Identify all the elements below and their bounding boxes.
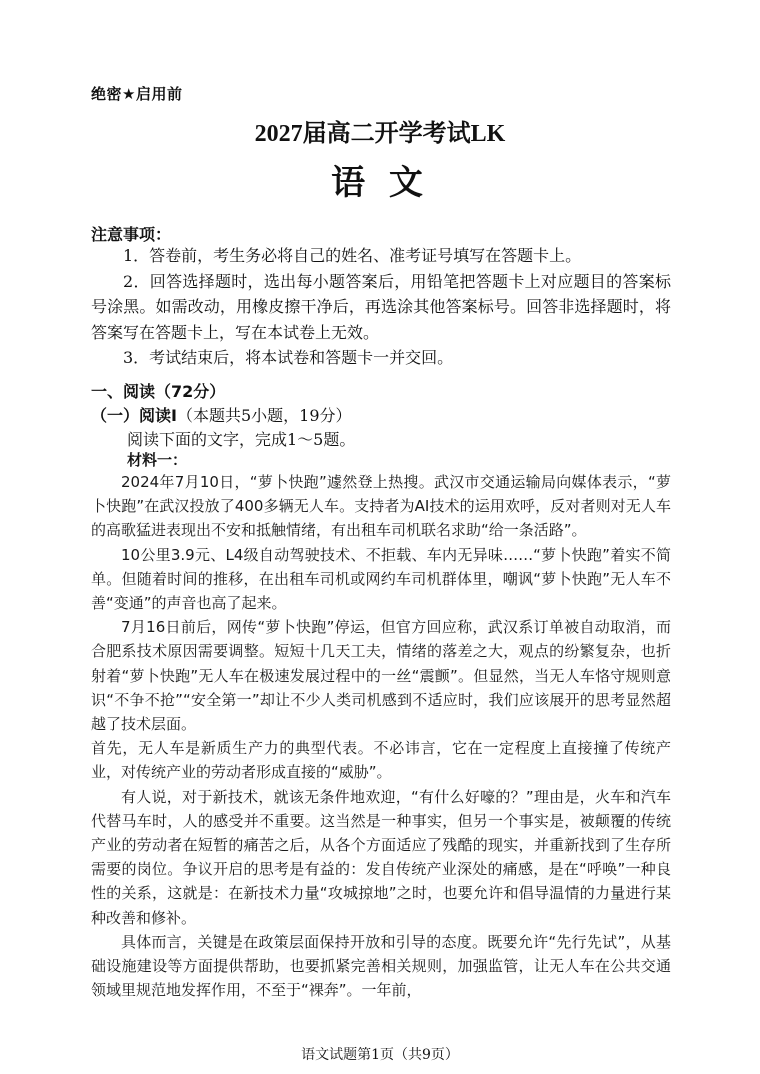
page-footer: 语文试题第1页（共9页） — [301, 1047, 459, 1063]
notice-list — [91, 243, 671, 371]
notice-item: 1．答卷前，考生务必将自己的姓名、准考证号填写在答题卡上。 — [123, 246, 582, 265]
material-paragraph: 10公里3.9元、L4级自动驾驶技术、不拒载、车内无异味……“萝卜快跑”着实不简单。但随着时间的推移，在出租车司机或网约车司机群体里，嘲讽“萝卜快跑”无人车不善“变通”的声音也高了起来。 — [91, 545, 671, 613]
material-paragraph: 首先，无人车是新质生产力的典型代表。不必讳言，它在一定程度上直接撞了传统产业，对传统产业的劳动者形成直接的“威胁”。 — [91, 739, 671, 782]
section-heading: 一、阅读（72分） — [91, 382, 226, 401]
material-paragraph: 有人说，对于新技术，就该无条件地欢迎，“有什么好嚎的？”理由是，火车和汽车代替马车时，人的感受并不重要。这当然是一种事实，但另一个事实是，被颠覆的传统产业的劳动者在短暂的痛苦之后，从各个方面适应了残酷的现实，并重新找到了生存所需要的岗位。争议开启的思考是有益的：发自传统产业深处的痛感，是在“呼唤”一种良性的关系，这就是：在新技术力量“攻城掠地”之时，也要允许和倡导温情的力量进行某种改善和修补。 — [91, 787, 671, 927]
subsection-label: （一）阅读Ⅰ — [91, 406, 177, 425]
exam-title: 2027届高二开学考试LK — [254, 121, 506, 147]
material-body — [91, 470, 671, 1002]
subsection-note: （本题共5小题，19分） — [176, 406, 352, 425]
material-paragraph: 7月16日前后，网传“萝卜快跑”停运，但官方回应称，武汉系订单被自动取消，而合肥系技术原因需要调整。短短十几天工夫，情绪的落差之大，观点的纷繁复杂，也折射着“萝卜快跑”无人车在极速发展过程中的一丝“震颤”。但显然，当无人车恪守规则意识“不争不抢”“安全第一”却让不少人类司机感到不适应时，我们应该展开的思考显然超越了技术层面。 — [91, 618, 671, 734]
notice-heading: 注意事项： — [91, 225, 172, 244]
reading-instruction: 阅读下面的文字，完成1～5题。 — [127, 430, 356, 449]
confidential-mark: 绝密★启用前 — [91, 85, 183, 103]
material-paragraph: 2024年7月10日，“萝卜快跑”遽然登上热搜。武汉市交通运输局向媒体表示，“萝卜快跑”在武汉投放了400多辆无人车。支持者为AI技术的运用欢呼，反对者则对无人车的高歌猛进表现出不安和抵触情绪，有出租车司机联名求助“给一条活路”。 — [91, 473, 671, 540]
material-paragraph: 具体而言，关键是在政策层面保持开放和引导的态度。既要允许“先行先试”，从基础设施建设等方面提供帮助，也要抓紧完善相关规则，加强监管，让无人车在公共交通领域里规范地发挥作用，不至于“裸奔”。一年前， — [91, 932, 671, 1000]
material-label: 材料一： — [127, 451, 188, 469]
subsection-heading — [91, 403, 352, 426]
notice-item: 3．考试结束后，将本试卷和答题卡一并交回。 — [123, 348, 454, 367]
subject-title: 语 文 — [331, 163, 429, 203]
notice-item: 2．回答选择题时，选出每小题答案后，用铅笔把答题卡上对应题目的答案标号涂黑。如需改动，用橡皮擦干净后，再选涂其他答案标号。回答非选择题时，将答案写在答题卡上，写在本试卷上无效。 — [91, 271, 671, 342]
